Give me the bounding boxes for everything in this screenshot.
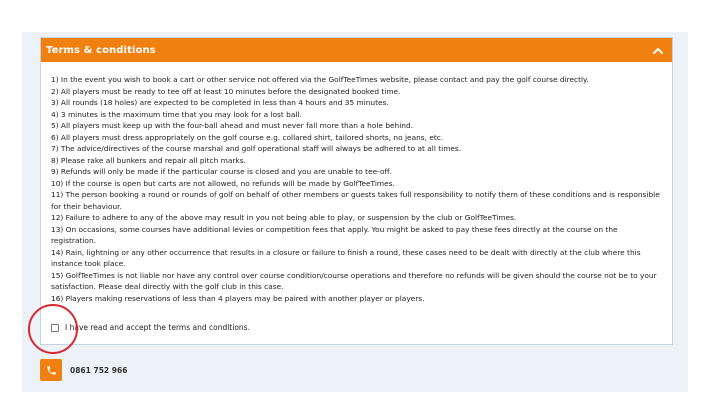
phone-icon[interactable]: [40, 359, 62, 381]
terms-list: [51, 74, 663, 304]
term-item: 7) The advice/directives of the course marshal and golf operational staff will always be adhered to at all times.: [51, 144, 462, 153]
term-item: 2) All players must be ready to tee off at least 10 minutes before the designated booked time.: [51, 86, 401, 96]
term-item: 10) If the course is open but carts are not allowed, no refunds will be made by GolfTeeTimes.: [51, 178, 395, 188]
term-item: 15) GolfTeeTimes is not liable nor have any control over course condition/course operations and therefore no refunds will be given should the course not be to your satisfaction. Please deal directly with the golf club in this case.: [51, 270, 657, 291]
term-item: 5) All players must keep up with the four-ball ahead and must never fall more than a hole behind.: [51, 121, 414, 130]
accept-terms-row[interactable]: [51, 323, 250, 332]
chevron-up-icon[interactable]: [652, 44, 664, 56]
term-item: 12) Failure to adhere to any of the above may result in you not being able to play, or suspension by the club or GolfTeeTimes.: [51, 213, 517, 222]
term-item: 16) Players making reservations of less than 4 players may be paired with another player or players.: [51, 293, 425, 303]
term-item: 1) In the event you wish to book a cart or other service not offered via the GolfTeeTimes website, please contact and pay the golf course directly.: [51, 75, 589, 84]
terms-panel-title: Terms & conditions: [46, 44, 156, 56]
phone-number[interactable]: 0861 752 966: [70, 365, 128, 375]
term-item: 4) 3 minutes is the maximum time that you may look for a lost ball.: [51, 109, 302, 119]
term-item: 6) All players must dress appropriately on the golf course e.g. collared shirt, tailored shorts, no jeans, etc.: [51, 132, 444, 142]
terms-panel: [40, 37, 673, 345]
term-item: 3) All rounds (18 holes) are expected to be completed in less than 4 hours and 35 minutes.: [51, 98, 389, 107]
accept-terms-label[interactable]: I have read and accept the terms and conditions.: [65, 323, 250, 332]
term-item: 13) On occasions, some courses have additional levies or competition fees that apply. You might be asked to pay these fees directly at the course on the registration.: [51, 224, 618, 245]
terms-panel-header[interactable]: [41, 38, 672, 62]
term-item: 11) The person booking a round or rounds of golf on behalf of other members or guests takes full responsibility to notify them of these conditions and is responsible for their behaviour.: [51, 190, 660, 211]
contact-row: [40, 359, 127, 381]
highlight-circle-annotation: [28, 304, 78, 354]
term-item: 8) Please rake all bunkers and repair all pitch marks.: [51, 155, 246, 165]
term-item: 9) Refunds will only be made if the particular course is closed and you are unable to tee-off.: [51, 167, 392, 176]
term-item: 14) Rain, lightning or any other occurrence that results in a closure or failure to finish a round, these cases need to be dealt with directly at the club where this instance took place.: [51, 247, 641, 268]
